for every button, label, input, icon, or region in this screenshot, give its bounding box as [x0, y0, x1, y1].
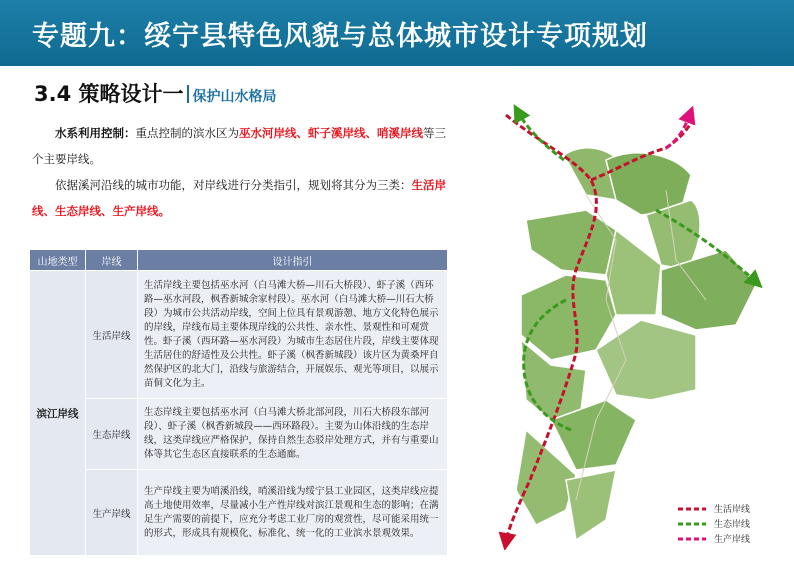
intro-text-2: 依据溪河沿线的城市功能，对岸线进行分类指引，规划将其分为三类： [55, 178, 412, 192]
intro-paragraph-2 [32, 172, 452, 224]
section-divider [187, 85, 189, 103]
table-row [30, 470, 448, 556]
header-banner [0, 0, 794, 66]
section-heading [34, 78, 277, 108]
section-number: 3.4 策略设计一 [34, 82, 184, 106]
intro-tail-1: 等三个主要岸线。 [32, 126, 446, 166]
guide-text-production: 生产岸线主要为哨溪沿线，哨溪沿线为绥宁县工业园区，这类岸线应提高土地使用效率，尽量减小生产性岸线对滨江景观和生态的影响；在满足生产需要的前提下，应充分考虑工业厂房的观赏性，尽可能采用统一的形式，形成具有规模化、标准化、统一化的工业滨水景观效果。 [138, 470, 448, 556]
section-subtitle: 保护山水格局 [192, 89, 277, 105]
legend-label-living: 生活岸线 [714, 505, 751, 515]
shoreline-type-ecological: 生态岸线 [86, 399, 138, 470]
intro-text-1: 重点控制的滨水区为 [135, 126, 239, 140]
shoreline-map [466, 100, 780, 550]
header-design-guide: 设计指引 [138, 250, 448, 271]
guide-text-living: 生活岸线主要包括巫水河（白马滩大桥—川石大桥段）、虾子溪（西环路—巫水河段，枫香新城余家村段）。巫水河（白马滩大桥—川石大桥段）为城市公共活动岸线，空间上位具有景观游憩、地方文化特色展示的岸线，岸线布局主要体现岸线的公共性、亲水性、景观性和可观赏性。虾子溪（西环路—巫水河段）为城市生态居住片段，岸线主要体现生活居住的舒适性及公共性。虾子溪（枫香新城段）该片区为黄桑坪自然保护区的北大门，沿线与旅游结合，开展娱乐、观光等项目，以展示苗侗文化为主。 [138, 271, 448, 399]
table-header-row [30, 250, 448, 271]
map-legend [672, 498, 776, 548]
page-title: 专题九：绥宁县特色风貌与总体城市设计专项规划 [32, 21, 648, 52]
table-row [30, 399, 448, 470]
guide-table [29, 249, 448, 556]
header-terrain-type: 山地类型 [30, 250, 86, 271]
shoreline-type-living: 生活岸线 [86, 271, 138, 399]
header-shoreline: 岸线 [86, 250, 138, 271]
intro-paragraph-1 [32, 120, 452, 172]
intro-text [32, 120, 452, 224]
intro-highlight-2: 生活岸线、生态岸线、生产岸线。 [32, 178, 446, 218]
category-cell: 滨江岸线 [30, 271, 86, 556]
legend-label-ecological: 生态岸线 [714, 520, 751, 530]
table-row [30, 271, 448, 399]
legend-label-production: 生产岸线 [714, 535, 751, 545]
intro-label: 水系利用控制： [55, 126, 136, 140]
guide-text-ecological: 生态岸线主要包括巫水河（白马滩大桥北部河段，川石大桥段东部河段）、虾子溪（枫香新城段——西环路段）。主要为山体沿线的生态岸线，这类岸线应严格保护，保持自然生态驳岸处理方式，并有与重要山体等其它生态区直接联系的生态通廊。 [138, 399, 448, 470]
intro-highlight-1: 巫水河岸线、虾子溪岸线、哨溪岸线 [239, 126, 423, 140]
shoreline-type-production: 生产岸线 [86, 470, 138, 556]
